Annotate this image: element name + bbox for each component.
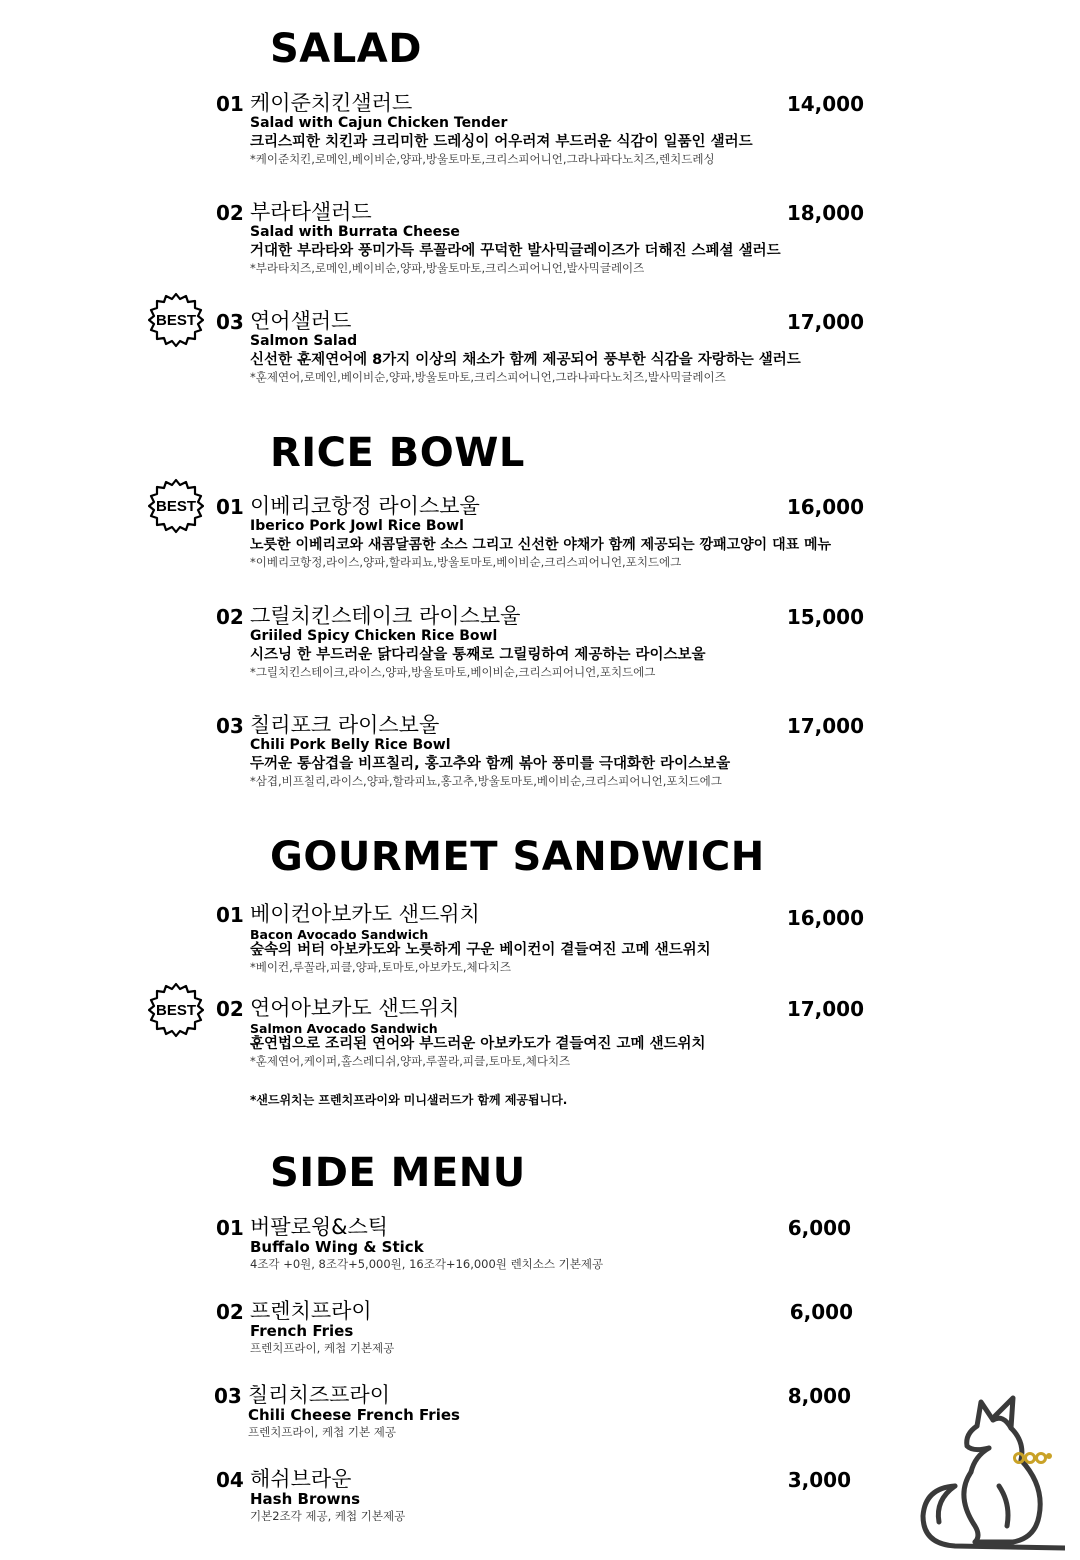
cat-logo-icon <box>915 1376 1065 1552</box>
item-number: 02 <box>216 997 244 1021</box>
item-name: 연어샐러드 <box>250 309 352 333</box>
item-name: 이베리코항정 라이스보울 <box>250 494 480 518</box>
item-price: 6,000 <box>789 1300 853 1324</box>
item-ingredients: *베이컨,루꼴라,피클,양파,토마토,아보카도,체다치즈 <box>250 960 511 974</box>
item-english-name: French Fries <box>250 1322 354 1340</box>
item-price: 16,000 <box>786 906 864 930</box>
best-badge-label: BEST <box>155 1002 197 1019</box>
item-name: 베이컨아보카도 샌드위치 <box>250 902 480 926</box>
item-price: 18,000 <box>786 201 864 225</box>
item-name: 부라타샐러드 <box>250 200 372 224</box>
section-title-salad: SALAD <box>270 26 422 72</box>
item-price: 17,000 <box>786 310 864 334</box>
item-price: 17,000 <box>786 714 864 738</box>
item-ingredients: *삼겹,비프칠리,라이스,양파,할라피뇨,홍고추,방울토마토,베이비순,크리스피어니언,포치드에그 <box>250 774 722 788</box>
item-english-name: Chili Pork Belly Rice Bowl <box>250 737 451 753</box>
item-price: 17,000 <box>786 997 864 1021</box>
item-english-name: Griiled Spicy Chicken Rice Bowl <box>250 628 498 644</box>
item-name: 케이준치킨샐러드 <box>250 91 413 115</box>
item-price: 8,000 <box>787 1384 851 1408</box>
item-description: 노릇한 이베리코와 새콤달콤한 소스 그리고 신선한 야채가 함께 제공되는 깡패고양이 대표 메뉴 <box>250 537 832 553</box>
item-name: 버팔로윙&스틱 <box>250 1215 389 1239</box>
item-description: 두꺼운 통삼겹을 비프칠리, 홍고추와 함께 볶아 풍미를 극대화한 라이스보울 <box>250 756 731 772</box>
item-ingredients: 프렌치프라이, 케첩 기본 제공 <box>248 1425 396 1439</box>
item-english-name: Salad with Cajun Chicken Tender <box>250 115 508 131</box>
item-english-name: Salad with Burrata Cheese <box>250 224 460 240</box>
item-name: 그릴치킨스테이크 라이스보울 <box>250 604 521 628</box>
item-name: 칠리포크 라이스보울 <box>250 713 440 737</box>
item-description: 크리스피한 치킨과 크리미한 드레싱이 어우러져 부드러운 식감이 일품인 샐러드 <box>250 134 753 150</box>
item-description: 신선한 훈제연어에 8가지 이상의 채소가 함께 제공되어 풍부한 식감을 자랑하는 샐러드 <box>250 352 801 368</box>
item-english-name: Buffalo Wing & Stick <box>250 1238 424 1256</box>
item-name: 연어아보카도 샌드위치 <box>250 996 460 1020</box>
section-title-gourmet-sandwich: GOURMET SANDWICH <box>270 834 765 880</box>
item-ingredients: *훈제연어,케이퍼,홀스레디쉬,양파,루꼴라,피클,토마토,체다치즈 <box>250 1054 571 1068</box>
item-ingredients: *그릴치킨스테이크,라이스,양파,방울토마토,베이비순,크리스피어니언,포치드에그 <box>250 665 656 679</box>
item-price: 6,000 <box>787 1216 851 1240</box>
item-price: 3,000 <box>787 1468 851 1492</box>
item-english-name: Salmon Salad <box>250 333 358 349</box>
item-description: 숲속의 버터 아보카도와 노릇하게 구운 베이컨이 곁들여진 고메 샌드위치 <box>250 942 711 958</box>
item-number: 01 <box>216 92 244 116</box>
item-price: 15,000 <box>786 605 864 629</box>
sandwich-note: *샌드위치는 프렌치프라이와 미니샐러드가 함께 제공됩니다. <box>250 1093 568 1107</box>
best-badge <box>148 982 204 1038</box>
item-description: 거대한 부라타와 풍미가득 루꼴라에 꾸덕한 발사믹글레이즈가 더해진 스페셜 샐러드 <box>250 243 781 259</box>
item-english-name: Iberico Pork Jowl Rice Bowl <box>250 518 464 534</box>
best-badge-label: BEST <box>155 312 197 329</box>
item-english-name: Chili Cheese French Fries <box>248 1406 460 1424</box>
item-english-name: Hash Browns <box>250 1490 361 1508</box>
item-price: 16,000 <box>786 495 864 519</box>
best-badge <box>148 478 204 534</box>
item-english-name: Bacon Avocado Sandwich <box>250 927 429 942</box>
item-number: 04 <box>216 1468 244 1492</box>
item-number: 02 <box>216 1300 244 1324</box>
item-number: 01 <box>216 495 244 519</box>
item-number: 03 <box>216 714 244 738</box>
item-ingredients: *이베리코항정,라이스,양파,할라피뇨,방울토마토,베이비순,크리스피어니언,포치드에그 <box>250 555 682 569</box>
item-number: 01 <box>216 1216 244 1240</box>
item-number: 02 <box>216 201 244 225</box>
item-english-name: Salmon Avocado Sandwich <box>250 1021 438 1036</box>
section-title-rice-bowl: RICE BOWL <box>270 430 525 476</box>
item-ingredients: 프렌치프라이, 케첩 기본제공 <box>250 1341 395 1355</box>
item-number: 03 <box>214 1384 242 1408</box>
best-badge-label: BEST <box>155 498 197 515</box>
item-description: 훈연법으로 조리된 연어와 부드러운 아보카도가 곁들여진 고메 샌드위치 <box>250 1036 706 1052</box>
item-name: 칠리치즈프라이 <box>248 1383 391 1407</box>
item-number: 01 <box>216 903 244 927</box>
item-name: 해쉬브라운 <box>250 1467 352 1491</box>
section-title-side-menu: SIDE MENU <box>270 1150 526 1196</box>
item-name: 프렌치프라이 <box>250 1299 372 1323</box>
item-number: 03 <box>216 310 244 334</box>
item-price: 14,000 <box>786 92 864 116</box>
item-number: 02 <box>216 605 244 629</box>
item-ingredients: 기본2조각 제공, 케첩 기본제공 <box>250 1509 406 1523</box>
item-ingredients: 4조각 +0원, 8조각+5,000원, 16조각+16,000원 렌치소스 기본제공 <box>250 1257 604 1271</box>
item-ingredients: *부라타치즈,로메인,베이비순,양파,방울토마토,크리스피어니언,발사믹글레이즈 <box>250 261 645 275</box>
item-ingredients: *케이준치킨,로메인,베이비순,양파,방울토마토,크리스피어니언,그라나파다노치즈,렌치드레싱 <box>250 152 715 166</box>
item-description: 시즈닝 한 부드러운 닭다리살을 통째로 그릴링하여 제공하는 라이스보울 <box>250 647 706 663</box>
best-badge <box>148 292 204 348</box>
item-ingredients: *훈제연어,로메인,베이비순,양파,방울토마토,크리스피어니언,그라나파다노치즈,발사믹글레이즈 <box>250 370 726 384</box>
